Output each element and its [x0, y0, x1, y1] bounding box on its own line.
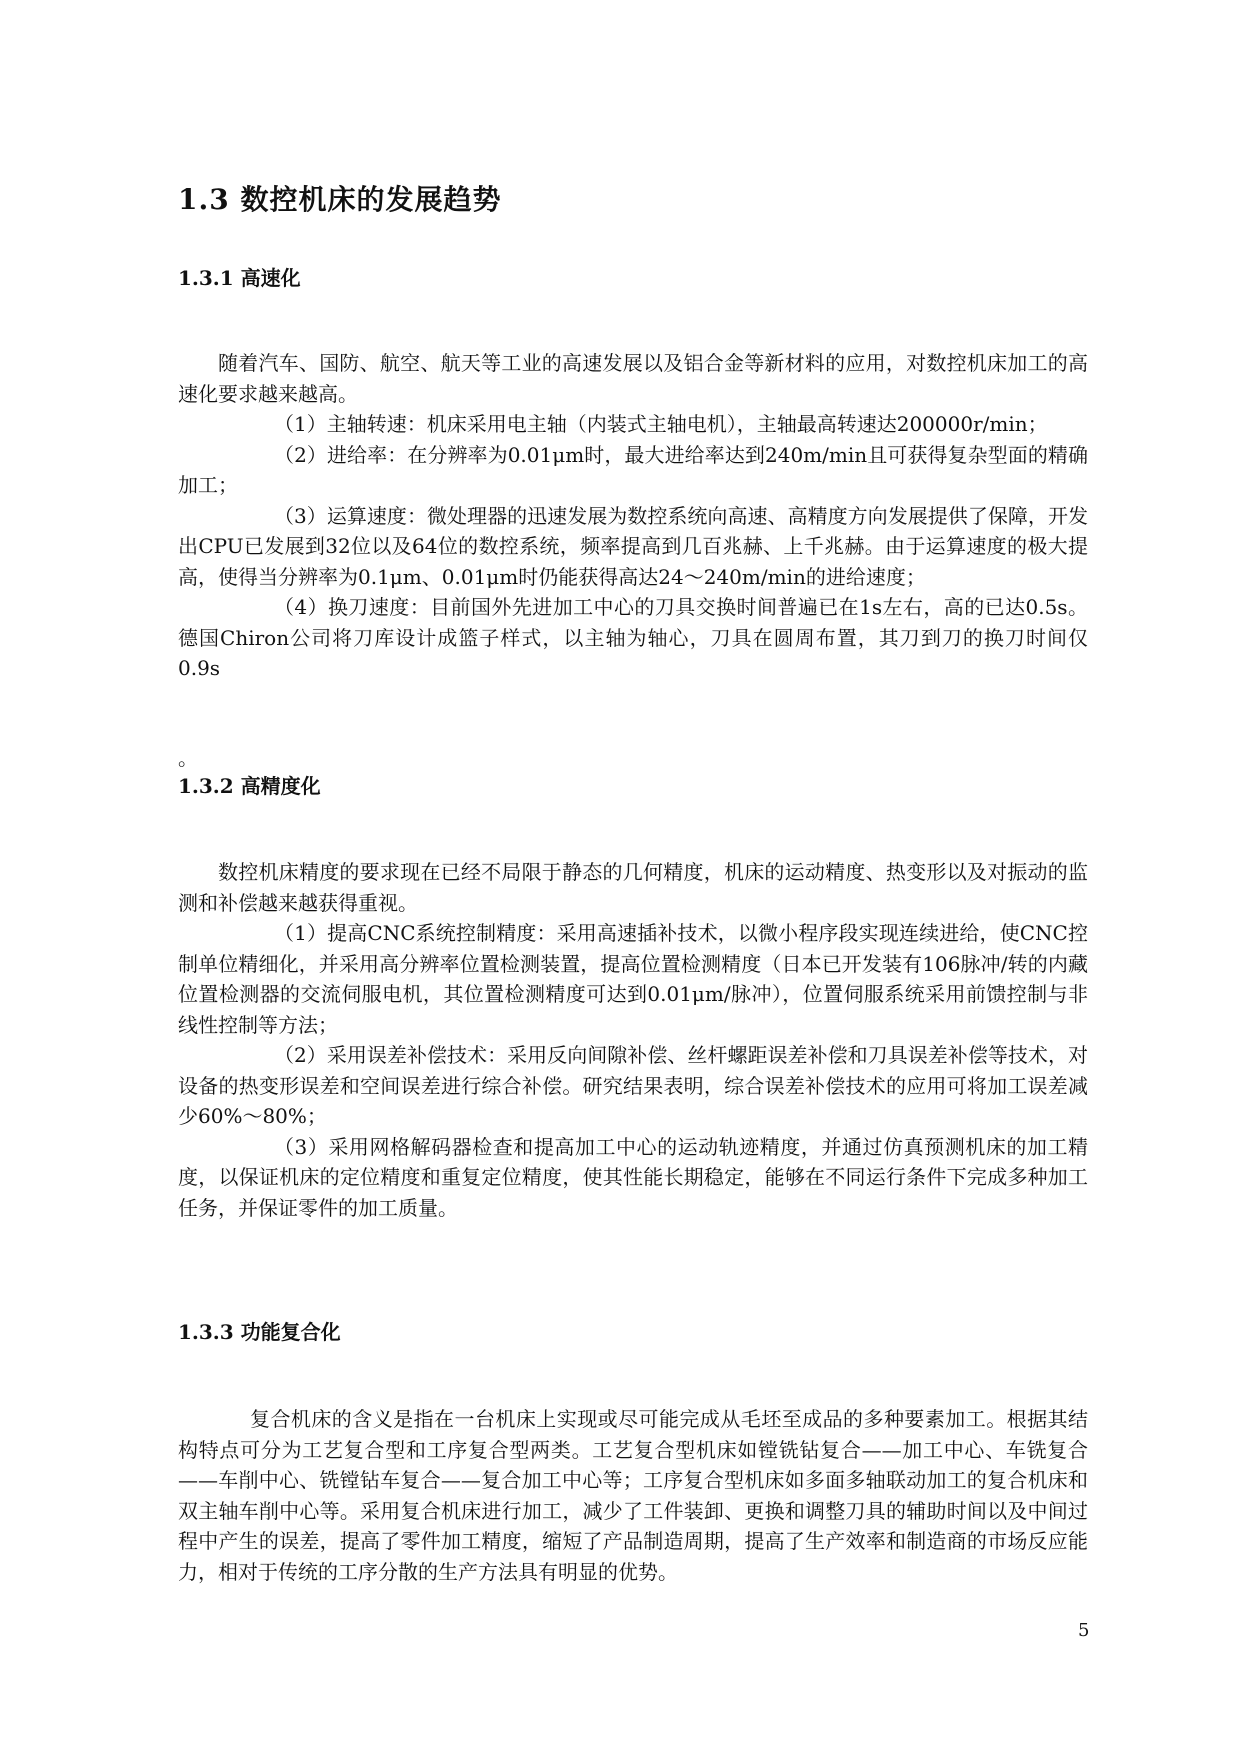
- subsection-body-function-composite: [178, 1404, 1088, 1587]
- paragraph-item: （4）换刀速度：目前国外先进加工中心的刀具交换时间普遍已在1s左右，高的已达0.5s。德国Chiron公司将刀库设计成篮子样式，以主轴为轴心，刀具在圆周布置，其刀到刀的换刀时间仅0.9s: [178, 595, 1088, 680]
- page-number: 5: [1078, 1620, 1090, 1641]
- subsection-heading-function-composite: 1.3.3 功能复合化: [178, 1320, 341, 1344]
- section-title: 1.3 数控机床的发展趋势: [178, 183, 502, 216]
- paragraph-item: （3）运算速度：微处理器的迅速发展为数控系统向高速、高精度方向发展提供了保障，开发出CPU已发展到32位以及64位的数控系统，频率提高到几百兆赫、上千兆赫。由于运算速度的极大提高，使得当分辨率为0.1μm、0.01μm时仍能获得高达24～240m/min的进给速度；: [178, 503, 1088, 589]
- paragraph-item: （1）主轴转速：机床采用电主轴（内装式主轴电机），主轴最高转速达200000r/min；: [274, 412, 1048, 436]
- subsection-heading-high-speed: 1.3.1 高速化: [178, 266, 301, 290]
- subsection-body-high-speed: [178, 348, 1088, 684]
- subsection-body-high-precision: [178, 857, 1088, 1223]
- paragraph-item: （3）采用网格解码器检查和提高加工中心的运动轨迹精度，并通过仿真预测机床的加工精度，以保证机床的定位精度和重复定位精度，使其性能长期稳定，能够在不同运行条件下完成多种加工任务，并保证零件的加工质量。: [178, 1134, 1088, 1220]
- paragraph-item: （2）进给率：在分辨率为0.01μm时，最大进给率达到240m/min且可获得复杂型面的精确加工；: [178, 442, 1088, 497]
- paragraph-intro: 随着汽车、国防、航空、航天等工业的高速发展以及铝合金等新材料的应用，对数控机床加工的高速化要求越来越高。: [178, 351, 1088, 406]
- paragraph-intro: 复合机床的含义是指在一台机床上实现或尽可能完成从毛坯至成品的多种要素加工。根据其结构特点可分为工艺复合型和工序复合型两类。工艺复合型机床如镗铣钻复合——加工中心、车铣复合——车削中心、铣镗钻车复合——复合加工中心等；工序复合型机床如多面多轴联动加工的复合机床和双主轴车削中心等。采用复合机床进行加工，减少了工件装卸、更换和调整刀具的辅助时间以及中间过程中产生的误差，提高了零件加工精度，缩短了产品制造周期，提高了生产效率和制造商的市场反应能力，相对于传统的工序分散的生产方法具有明显的优势。: [178, 1407, 1088, 1584]
- trailing-punctuation: 。: [178, 746, 198, 770]
- paragraph-intro: 数控机床精度的要求现在已经不局限于静态的几何精度，机床的运动精度、热变形以及对振动的监测和补偿越来越获得重视。: [178, 860, 1088, 915]
- subsection-heading-high-precision: 1.3.2 高精度化: [178, 774, 321, 798]
- paragraph-item: （2）采用误差补偿技术：采用反向间隙补偿、丝杆螺距误差补偿和刀具误差补偿等技术，对设备的热变形误差和空间误差进行综合补偿。研究结果表明，综合误差补偿技术的应用可将加工误差减少60%～80%；: [178, 1043, 1088, 1128]
- paragraph-item: （1）提高CNC系统控制精度：采用高速插补技术，以微小程序段实现连续进给，使CNC控制单位精细化，并采用高分辨率位置检测装置，提高位置检测精度（日本已开发装有106脉冲/转的内藏位置检测器的交流伺服电机，其位置检测精度可达到0.01μm/脉冲），位置伺服系统采用前馈控制与非线性控制等方法；: [178, 921, 1088, 1037]
